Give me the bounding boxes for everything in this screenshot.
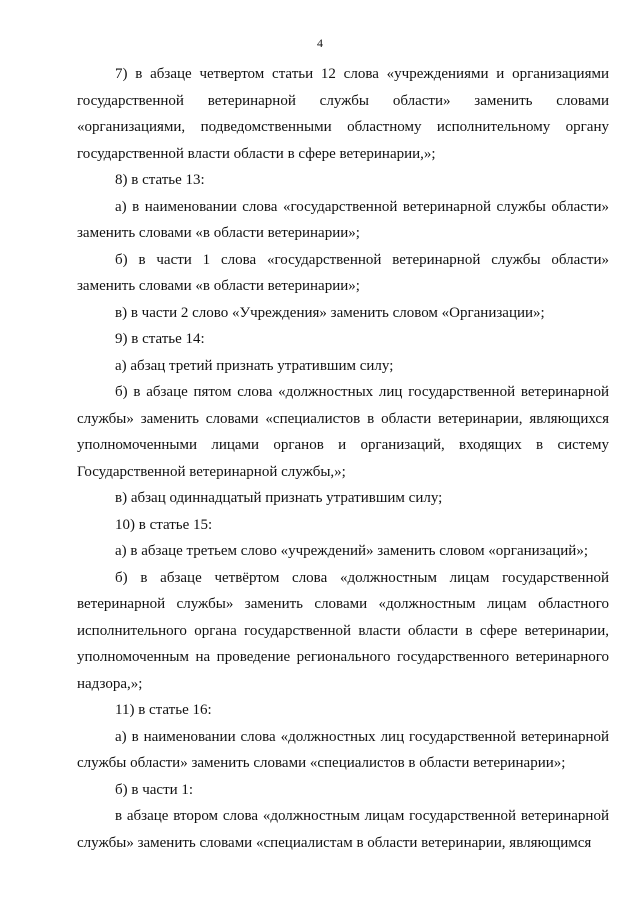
paragraph-item-8b: б) в части 1 слова «государственной ветеринарной службы области» заменить словами «в области ветеринарии»;	[77, 251, 609, 294]
paragraph-item-8v: в) в части 2 слово «Учреждения» заменить словом «Организации»;	[115, 304, 545, 321]
paragraph-item-8: 8) в статье 13:	[115, 172, 205, 188]
paragraph-item-11b: б) в части 1:	[115, 781, 194, 798]
paragraph-item-10b: б) в абзаце четвёртом слова «должностным лицам государственной ветеринарной службы» заменить словами «должностным лицам областного исполнительного органа государственной власти области в сфере ветеринарии, уполномоченным на проведение регионального государственного ветеринарного надзора,»;	[77, 569, 609, 692]
paragraph-item-9a: а) абзац третий признать утратившим силу;	[115, 357, 394, 374]
paragraph-item-11b-abzac: в абзаце втором слова «должностным лицам государственной ветеринарной службы» заменить словами «специалистам в области ветеринарии, являющимся	[77, 808, 609, 851]
paragraph-item-11: 11) в статье 16:	[115, 702, 212, 718]
paragraph-item-9b: б) в абзаце пятом слова «должностных лиц государственной ветеринарной службы» заменить словами «специалистов в области ветеринарии, являющихся уполномоченными лицами органов и организаций, входящих в систему Государственной ветеринарной службы,»;	[77, 384, 609, 480]
paragraph-item-10a: а) в абзаце третьем слово «учреждений» заменить словом «организаций»;	[115, 543, 589, 559]
paragraph-item-7: 7) в абзаце четвертом статьи 12 слова «учреждениями и организациями государственной ветеринарной службы области» заменить словами «организациями, подведомственными областному исполнительному органу государственной власти области в сфере ветеринарии,»;	[77, 66, 609, 162]
paragraph-item-11a: а) в наименовании слова «должностных лиц государственной ветеринарной службы области» заменить словами «специалистов в области ветеринарии»;	[77, 728, 609, 771]
paragraph-item-10: 10) в статье 15:	[115, 516, 213, 533]
document-body	[77, 61, 609, 856]
paragraph-item-9: 9) в статье 14:	[115, 331, 205, 347]
page-number: 4	[317, 36, 323, 50]
paragraph-item-9v: в) абзац одиннадцатый признать утратившим силу;	[115, 490, 443, 506]
paragraph-item-8a: а) в наименовании слова «государственной ветеринарной службы области» заменить словами «в области ветеринарии»;	[77, 198, 609, 241]
